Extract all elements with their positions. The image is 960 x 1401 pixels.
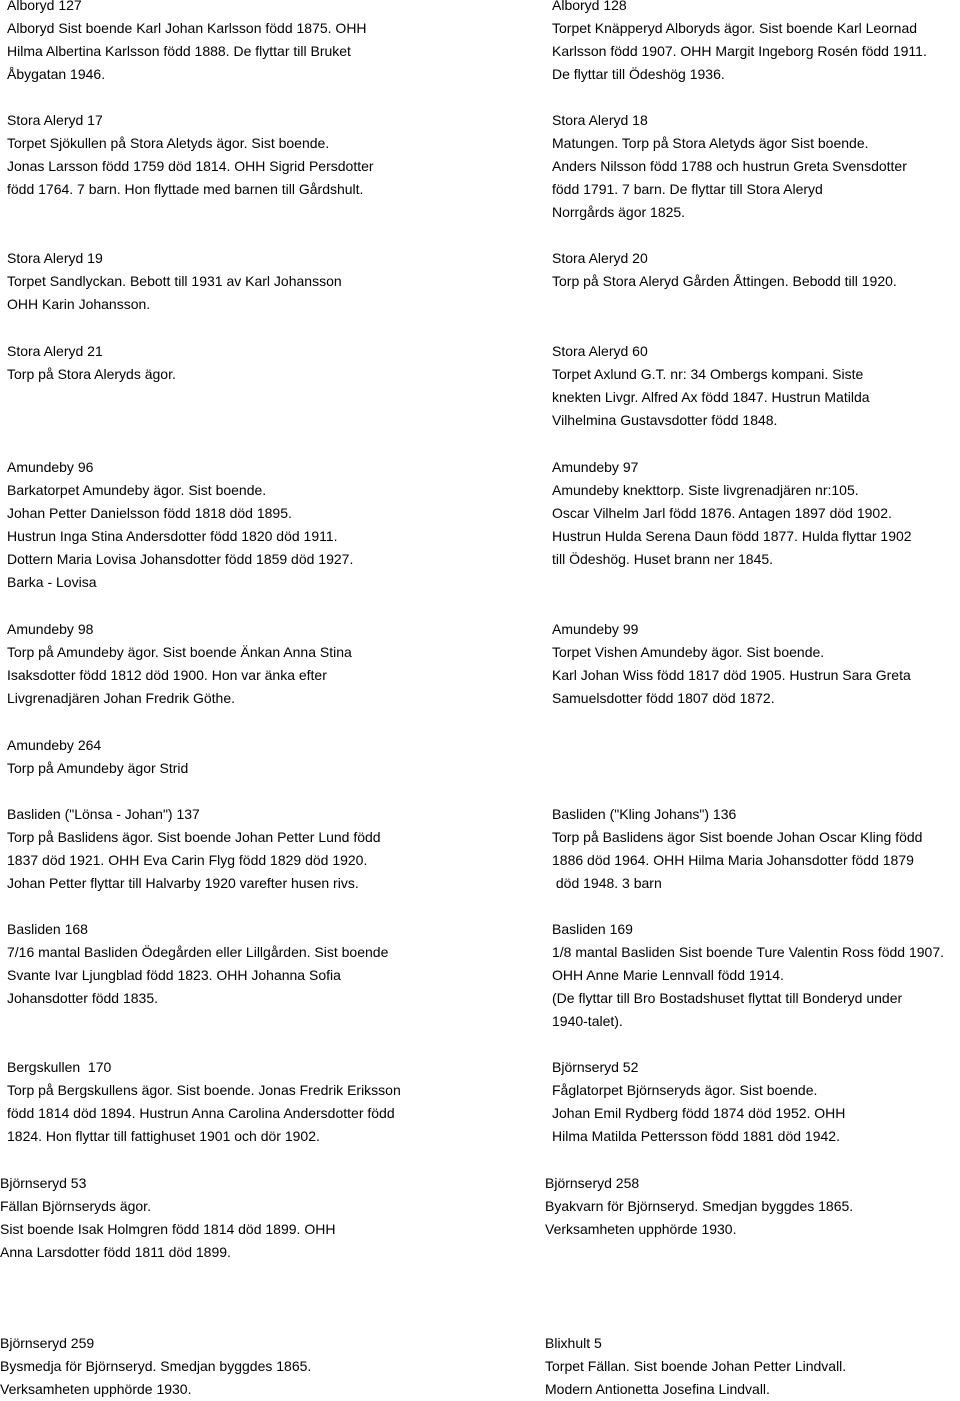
entry-amundeby-99: [552, 618, 911, 710]
entry-text: Torp på Bergskullens ägor. Sist boende. Jonas Fredrik Eriksson: [7, 1082, 401, 1098]
entry-amundeby-96: [7, 456, 353, 594]
entry-text: Bysmedja för Björnseryd. Smedjan byggdes 1865.: [0, 1358, 312, 1374]
entry-text: Amundeby knekttorp. Siste livgrenadjären nr:105.: [552, 482, 859, 498]
entry-text: Hustrun Hulda Serena Daun född 1877. Hulda flyttar 1902: [552, 528, 912, 544]
entry-text: Jonas Larsson född 1759 död 1814. OHH Sigrid Persdotter: [7, 158, 374, 174]
entry-bjornseryd-52: [552, 1056, 845, 1148]
entry-bergskullen-170: [7, 1056, 401, 1148]
entry-text: Samuelsdotter född 1807 död 1872.: [552, 690, 775, 706]
entry-text: Sist boende Isak Holmgren född 1814 död 1899. OHH: [0, 1221, 336, 1237]
entry-alboryd-128: [552, 0, 927, 86]
entry-text: 1886 död 1964. OHH Hilma Maria Johansdotter född 1879: [552, 852, 914, 868]
entry-stora-aleryd-17: [7, 109, 374, 201]
entry-title: Stora Aleryd 18: [552, 112, 648, 128]
entry-text: Torpet Sjökullen på Stora Aletyds ägor. Sist boende.: [7, 135, 330, 151]
entry-alboryd-127: [7, 0, 367, 86]
entry-text: född 1764. 7 barn. Hon flyttade med barnen till Gårdshult.: [7, 181, 364, 197]
entry-text: Johan Petter Danielsson född 1818 död 1895.: [7, 505, 292, 521]
entry-text: knekten Livgr. Alfred Ax född 1847. Hustrun Matilda: [552, 389, 870, 405]
entry-text: Torp på Stora Aleryd Gården Åttingen. Bebodd till 1920.: [552, 273, 897, 289]
entry-text: Torp på Amundeby ägor. Sist boende Änkan Anna Stina: [7, 644, 352, 660]
entry-text: Johan Emil Rydberg född 1874 död 1952. OHH: [552, 1105, 846, 1121]
entry-text: Modern Antionetta Josefina Lindvall.: [545, 1381, 770, 1397]
entry-title: Amundeby 96: [7, 459, 94, 475]
entry-text: Svante Ivar Ljungblad född 1823. OHH Johanna Sofia: [7, 967, 341, 983]
entry-text: Karlsson född 1907. OHH Margit Ingeborg Rosén född 1911.: [552, 43, 927, 59]
entry-text: De flyttar till Ödeshög 1936.: [552, 66, 725, 82]
entry-text: Anna Larsdotter född 1811 död 1899.: [0, 1244, 231, 1260]
entry-title: Björnseryd 259: [0, 1335, 95, 1351]
entry-text: född 1814 död 1894. Hustrun Anna Carolina Andersdotter född: [7, 1105, 395, 1121]
entry-text: Norrgårds ägor 1825.: [552, 204, 686, 220]
entry-title: Basliden ("Kling Johans") 136: [552, 806, 737, 822]
entry-stora-aleryd-21: [7, 340, 176, 386]
entry-text: Torp på Amundeby ägor Strid: [7, 760, 189, 776]
entry-amundeby-97: [552, 456, 912, 571]
entry-amundeby-264: [7, 734, 188, 780]
entry-text: 1837 död 1921. OHH Eva Carin Flyg född 1829 död 1920.: [7, 852, 368, 868]
entry-text: Alboryd Sist boende Karl Johan Karlsson född 1875. OHH: [7, 20, 367, 36]
entry-text: 1940-talet).: [552, 1013, 623, 1029]
entry-text: 1824. Hon flyttar till fattighuset 1901 och dör 1902.: [7, 1128, 320, 1144]
entry-text: Johansdotter född 1835.: [7, 990, 159, 1006]
entry-basliden-137: [7, 803, 381, 895]
entry-blixhult-5: [545, 1332, 846, 1401]
entry-text: Livgrenadjären Johan Fredrik Göthe.: [7, 690, 236, 706]
entry-text: Fåglatorpet Björnseryds ägor. Sist boende.: [552, 1082, 818, 1098]
entry-title: Stora Aleryd 20: [552, 250, 648, 266]
entry-text: OHH Karin Johansson.: [7, 296, 151, 312]
entry-text: Torpet Fällan. Sist boende Johan Petter Lindvall.: [545, 1358, 847, 1374]
entry-stora-aleryd-60: [552, 340, 870, 432]
entry-text: (De flyttar till Bro Bostadshuset flyttat till Bonderyd under: [552, 990, 903, 1006]
entry-bjornseryd-258: [545, 1172, 853, 1241]
entry-title: Amundeby 264: [7, 737, 102, 753]
entry-title: Björnseryd 258: [545, 1175, 640, 1191]
entry-text: Oscar Vilhelm Jarl född 1876. Antagen 1897 död 1902.: [552, 505, 892, 521]
entry-text: Matungen. Torp på Stora Aletyds ägor Sist boende.: [552, 135, 869, 151]
entry-text: Torp på Baslidens ägor Sist boende Johan Oscar Kling född: [552, 829, 923, 845]
entry-title: Björnseryd 53: [0, 1175, 87, 1191]
entry-basliden-168: [7, 918, 388, 1010]
entry-text: Hilma Albertina Karlsson född 1888. De flyttar till Bruket: [7, 43, 351, 59]
entry-title: Stora Aleryd 60: [552, 343, 648, 359]
entry-text: Fällan Björnseryds ägor.: [0, 1198, 151, 1214]
entry-text: Torp på Stora Aleryds ägor.: [7, 366, 176, 382]
entry-text: till Ödeshög. Huset brann ner 1845.: [552, 551, 774, 567]
entry-title: Amundeby 98: [7, 621, 94, 637]
entry-text: Isaksdotter född 1812 död 1900. Hon var änka efter: [7, 667, 327, 683]
entry-text: OHH Anne Marie Lennvall född 1914.: [552, 967, 784, 983]
entry-text: Barkatorpet Amundeby ägor. Sist boende.: [7, 482, 267, 498]
entry-basliden-136: [552, 803, 922, 895]
entry-text: Vilhelmina Gustavsdotter född 1848.: [552, 412, 778, 428]
entry-title: Blixhult 5: [545, 1335, 602, 1351]
entry-title: Basliden ("Lönsa - Johan") 137: [7, 806, 200, 822]
entry-stora-aleryd-20: [552, 247, 897, 293]
entry-basliden-169: [552, 918, 944, 1033]
entry-text: Dottern Maria Lovisa Johansdotter född 1859 död 1927.: [7, 551, 354, 567]
entry-text: Åbygatan 1946.: [7, 66, 106, 82]
entry-text: Verksamheten upphörde 1930.: [0, 1381, 192, 1397]
entry-text: Torp på Baslidens ägor. Sist boende Johan Petter Lund född: [7, 829, 381, 845]
entry-text: 1/8 mantal Basliden Sist boende Ture Valentin Ross född 1907.: [552, 944, 944, 960]
entry-text: 7/16 mantal Basliden Ödegården eller Lillgården. Sist boende: [7, 944, 389, 960]
entry-text: Torpet Sandlyckan. Bebott till 1931 av Karl Johansson: [7, 273, 342, 289]
entry-title: Björnseryd 52: [552, 1059, 639, 1075]
entry-text: Johan Petter flyttar till Halvarby 1920 varefter husen rivs.: [7, 875, 359, 891]
entry-title: Stora Aleryd 21: [7, 343, 103, 359]
entry-title: Stora Aleryd 17: [7, 112, 103, 128]
entry-stora-aleryd-18: [552, 109, 907, 224]
entry-title: Amundeby 99: [552, 621, 639, 637]
entry-text: Barka - Lovisa: [7, 574, 97, 590]
entry-text: Torpet Vishen Amundeby ägor. Sist boende.: [552, 644, 825, 660]
entry-bjornseryd-259: [0, 1332, 311, 1401]
entry-text: Hustrun Inga Stina Andersdotter född 1820 död 1911.: [7, 528, 338, 544]
entry-title: Basliden 168: [7, 921, 88, 937]
entry-title: Stora Aleryd 19: [7, 250, 103, 266]
entry-text: Verksamheten upphörde 1930.: [545, 1221, 737, 1237]
entry-text: Hilma Matilda Pettersson född 1881 död 1942.: [552, 1128, 840, 1144]
entry-title: Alboryd 127: [7, 0, 82, 13]
entry-text: Byakvarn för Björnseryd. Smedjan byggdes 1865.: [545, 1198, 854, 1214]
entry-text: Torpet Axlund G.T. nr: 34 Ombergs kompani. Siste: [552, 366, 864, 382]
entry-text: Anders Nilsson född 1788 och hustrun Greta Svensdotter: [552, 158, 907, 174]
entry-text: Torpet Knäpperyd Alboryds ägor. Sist boende Karl Leornad: [552, 20, 918, 36]
entry-title: Basliden 169: [552, 921, 633, 937]
entry-title: Alboryd 128: [552, 0, 627, 13]
entry-title: Amundeby 97: [552, 459, 639, 475]
entry-title: Bergskullen 170: [7, 1059, 112, 1075]
entry-amundeby-98: [7, 618, 352, 710]
entry-text: född 1791. 7 barn. De flyttar till Stora Aleryd: [552, 181, 823, 197]
entry-text: Karl Johan Wiss född 1817 död 1905. Hustrun Sara Greta: [552, 667, 911, 683]
entry-bjornseryd-53: [0, 1172, 335, 1264]
entry-stora-aleryd-19: [7, 247, 342, 316]
entry-text: död 1948. 3 barn: [552, 875, 662, 891]
